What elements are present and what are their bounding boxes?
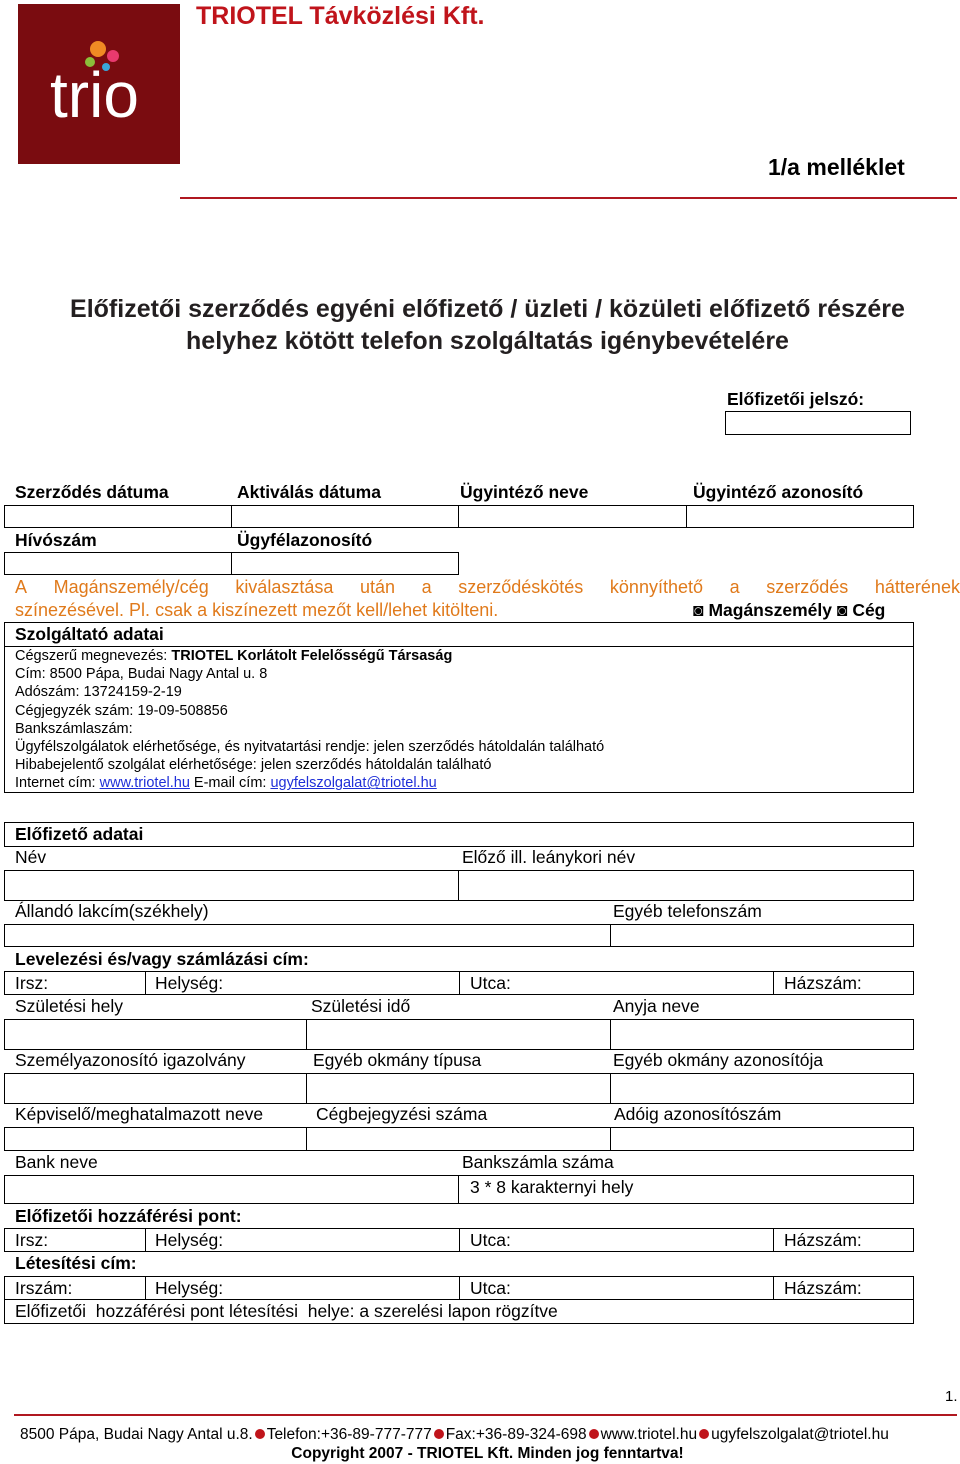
- logo-text: trio: [50, 59, 139, 131]
- contract-date-label: Szerződés dátuma: [15, 482, 169, 502]
- other-doc-type-label: Egyéb okmány típusa: [313, 1050, 482, 1070]
- representative-field[interactable]: [4, 1127, 307, 1151]
- setup-street-field[interactable]: [459, 1276, 774, 1300]
- birth-date-label: Születési idő: [311, 996, 411, 1016]
- document-title-line1: Előfizetői szerződés egyéni előfizető / üzleti / közületi előfizető részére: [70, 295, 905, 323]
- mailing-zip-field[interactable]: [4, 971, 146, 995]
- company-reg-field[interactable]: [306, 1127, 611, 1151]
- provider-heading: Szolgáltató adatai: [15, 624, 164, 644]
- note-word: A: [15, 577, 28, 597]
- document-title-line2: helyhez kötött telefon szolgáltatás igénybevételére: [186, 327, 789, 355]
- previous-name-field[interactable]: [458, 870, 914, 901]
- mailing-street-field[interactable]: [459, 971, 774, 995]
- provider-name-label: Cégszerű megnevezés:: [15, 648, 172, 664]
- provider-contacts: [15, 774, 604, 792]
- mother-name-label: Anyja neve: [613, 996, 700, 1016]
- id-card-field[interactable]: [4, 1073, 307, 1104]
- footer-email[interactable]: ugyfelszolgalat@triotel.hu: [711, 1426, 889, 1443]
- access-house-field[interactable]: [773, 1228, 914, 1252]
- note-line2: színezésével. Pl. csak a kiszínezett mezőt kell/lehet kitölteni.: [15, 600, 499, 620]
- setup-zip-field[interactable]: [4, 1276, 146, 1300]
- access-house-label: Házszám:: [784, 1230, 862, 1250]
- provider-details-box: [4, 646, 914, 793]
- other-phone-label: Egyéb telefonszám: [613, 901, 762, 921]
- annex-label: 1/a melléklet: [768, 154, 905, 180]
- bank-name-label: Bank neve: [15, 1152, 98, 1172]
- setup-address-heading: Létesítési cím:: [15, 1253, 137, 1273]
- access-zip-label: Irsz:: [15, 1230, 49, 1250]
- previous-name-label: Előző ill. leánykori név: [462, 847, 636, 867]
- bullet-icon: [434, 1429, 444, 1439]
- private-radio[interactable]: ◙: [693, 600, 704, 620]
- activation-date-label: Aktiválás dátuma: [237, 482, 381, 502]
- customer-type-selector: [693, 600, 885, 621]
- private-option-label[interactable]: Magánszemély: [708, 600, 832, 620]
- footer-contacts: [20, 1426, 889, 1444]
- provider-service-hours: Ügyfélszolgálatok elérhetősége, és nyitvatartási rendje: jelen szerződés hátoldalán található: [15, 739, 605, 756]
- email-label: E-mail cím:: [193, 775, 271, 792]
- access-city-label: Helység:: [155, 1230, 224, 1250]
- setup-house-field[interactable]: [773, 1276, 914, 1300]
- birth-date-field[interactable]: [306, 1019, 611, 1050]
- agent-name-field[interactable]: [458, 505, 687, 528]
- note-word: Magánszemély/cég: [53, 577, 209, 597]
- access-note: Előfizetői hozzáférési pont létesítési helye: a szerelési lapon rögzítve: [15, 1301, 558, 1321]
- mailing-address-heading: Levelezési és/vagy számlázási cím:: [15, 949, 309, 969]
- note-line1: [15, 577, 960, 598]
- bank-account-field[interactable]: [458, 1175, 914, 1204]
- agent-id-field[interactable]: [686, 505, 914, 528]
- other-phone-field[interactable]: [610, 924, 914, 947]
- trio-logo-graphic: [18, 4, 180, 164]
- mailing-house-field[interactable]: [773, 971, 914, 995]
- bank-name-field[interactable]: [4, 1175, 459, 1204]
- footer-divider: [14, 1414, 957, 1416]
- company-name: TRIOTEL Távközlési Kft.: [196, 2, 485, 30]
- tax-id-field[interactable]: [610, 1127, 914, 1151]
- company-option-label[interactable]: Cég: [852, 600, 886, 620]
- email-link[interactable]: ugyfelszolgalat@triotel.hu: [270, 775, 437, 792]
- mother-name-field[interactable]: [610, 1019, 914, 1050]
- header-divider: [180, 197, 957, 199]
- footer-address: 8500 Pápa, Budai Nagy Antal u.8.: [20, 1426, 253, 1443]
- activation-date-field[interactable]: [231, 505, 459, 528]
- bank-account-hint: 3 * 8 karakternyi hely: [470, 1177, 634, 1197]
- footer-copyright: Copyright 2007 - TRIOTEL Kft. Minden jog fenntartva!: [291, 1445, 684, 1462]
- bullet-icon: [699, 1429, 709, 1439]
- setup-zip-label: Irszám:: [15, 1278, 73, 1298]
- note-word: a: [421, 577, 432, 597]
- bullet-icon: [255, 1429, 265, 1439]
- note-word: hátterének: [874, 577, 960, 597]
- setup-city-field[interactable]: [145, 1276, 460, 1300]
- note-word: szerződéskötés: [458, 577, 584, 597]
- access-street-field[interactable]: [459, 1228, 774, 1252]
- access-city-field[interactable]: [145, 1228, 460, 1252]
- note-word: kiválasztása: [235, 577, 334, 597]
- other-doc-id-field[interactable]: [610, 1073, 914, 1104]
- bullet-icon: [589, 1429, 599, 1439]
- company-radio[interactable]: ◙: [836, 600, 848, 620]
- agent-id-label: Ügyintéző azonosító: [693, 482, 864, 502]
- subscriber-heading: Előfizető adatai: [15, 824, 144, 844]
- footer-web[interactable]: www.triotel.hu: [600, 1426, 698, 1443]
- provider-fault-report: Hibabejelentő szolgálat elérhetősége: jelen szerződés hátoldalán található: [15, 757, 492, 774]
- other-doc-type-field[interactable]: [306, 1073, 611, 1104]
- note-word: a: [729, 577, 740, 597]
- representative-label: Képviselő/meghatalmazott neve: [15, 1104, 264, 1124]
- setup-city-label: Helység:: [155, 1278, 224, 1298]
- page-number: 1.: [945, 1388, 958, 1405]
- other-doc-id-label: Egyéb okmány azonosítója: [613, 1050, 824, 1070]
- provider-name: TRIOTEL Korlátolt Felelősségű Társaság: [171, 648, 453, 664]
- footer-fax: Fax:+36-89-324-698: [445, 1426, 587, 1443]
- name-field[interactable]: [4, 870, 459, 901]
- permanent-address-field[interactable]: [4, 924, 611, 947]
- note-word: szerződés: [766, 577, 849, 597]
- mailing-zip-label: Irsz:: [15, 973, 49, 993]
- mailing-city-field[interactable]: [145, 971, 460, 995]
- access-note-box: [4, 1299, 914, 1324]
- mailing-house-label: Házszám:: [784, 973, 862, 993]
- mailing-street-label: Utca:: [470, 973, 511, 993]
- footer-phone: Telefon:+36-89-777-777: [266, 1426, 432, 1443]
- customer-id-label: Ügyfélazonosító: [237, 530, 373, 550]
- company-reg-label: Cégbejegyzési száma: [316, 1104, 488, 1124]
- access-zip-field[interactable]: [4, 1228, 146, 1252]
- customer-id-field[interactable]: [231, 552, 459, 575]
- setup-street-label: Utca:: [470, 1278, 511, 1298]
- agent-name-label: Ügyintéző neve: [460, 482, 589, 502]
- phone-number-label: Hívószám: [15, 530, 97, 550]
- provider-name-line: [15, 647, 604, 665]
- note-word: könnyíthető: [609, 577, 703, 597]
- id-card-label: Személyazonosító igazolvány: [15, 1050, 246, 1070]
- provider-address: Cím: 8500 Pápa, Budai Nagy Antal u. 8: [15, 666, 268, 683]
- name-label: Név: [15, 847, 47, 867]
- access-point-heading: Előfizetői hozzáférési pont:: [15, 1206, 242, 1226]
- provider-tax-number: Adószám: 13724159-2-19: [15, 684, 182, 701]
- phone-number-field[interactable]: [4, 552, 232, 575]
- birth-place-field[interactable]: [4, 1019, 307, 1050]
- permanent-address-label: Állandó lakcím(székhely): [15, 901, 209, 921]
- trio-logo: [18, 4, 180, 164]
- provider-details: [15, 647, 604, 793]
- access-street-label: Utca:: [470, 1230, 511, 1250]
- birth-place-label: Születési hely: [15, 996, 123, 1016]
- bank-account-label: Bankszámla száma: [462, 1152, 614, 1172]
- contract-date-field[interactable]: [4, 505, 232, 528]
- note-word: után: [359, 577, 396, 597]
- provider-bank-account: Bankszámlaszám:: [15, 720, 133, 737]
- password-label: Előfizetői jelszó:: [727, 389, 865, 409]
- internet-label: Internet cím:: [15, 775, 100, 792]
- mailing-city-label: Helység:: [155, 973, 224, 993]
- provider-heading-box: [4, 622, 914, 647]
- subscriber-heading-box: [4, 822, 914, 847]
- provider-registry-number: Cégjegyzék szám: 19-09-508856: [15, 702, 228, 719]
- website-link[interactable]: www.triotel.hu: [99, 775, 190, 792]
- password-field[interactable]: [725, 411, 911, 435]
- tax-id-label: Adóig azonosítószám: [614, 1104, 782, 1124]
- setup-house-label: Házszám:: [784, 1278, 862, 1298]
